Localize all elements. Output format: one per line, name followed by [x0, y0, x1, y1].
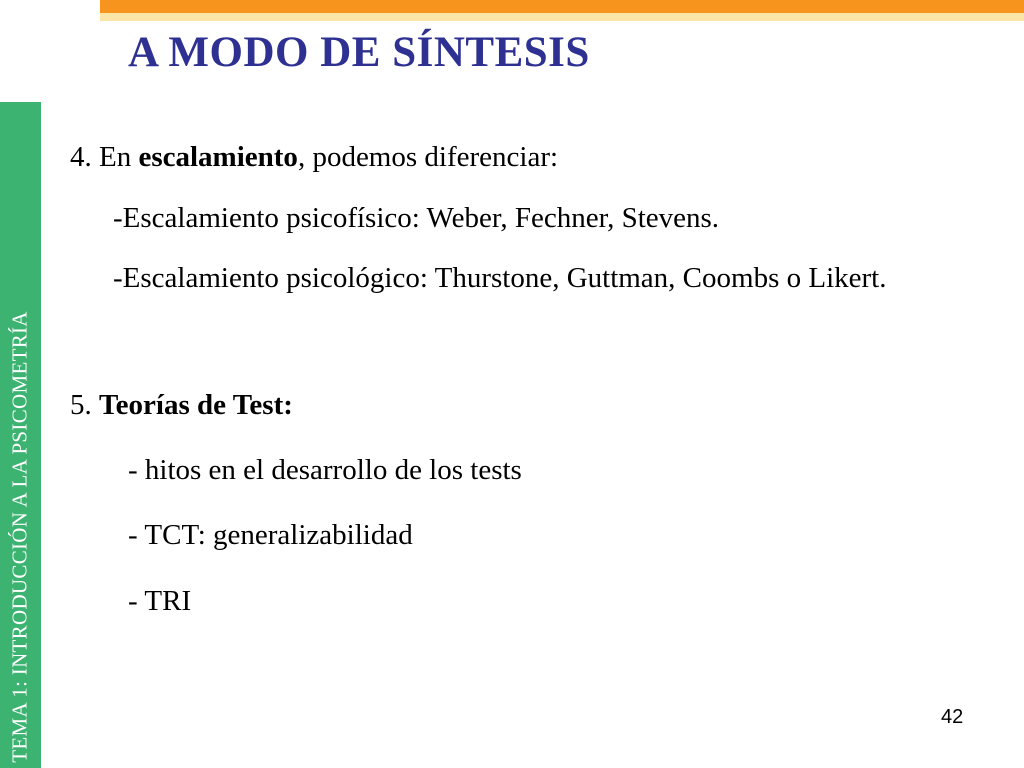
item-5-keyword: Teorías de Test:	[99, 389, 293, 421]
item-5-subitem-hitos: - hitos en el desarrollo de los tests	[128, 454, 522, 486]
side-label: TEMA 1: INTRODUCCIÓN A LA PSICOMETRÍA	[7, 311, 32, 763]
top-accent-bar-light	[100, 13, 1024, 21]
item-4-keyword: escalamiento	[138, 141, 298, 173]
item-5-number: 5.	[70, 389, 99, 421]
page-number: 42	[941, 706, 964, 728]
item-4-subitem-psicologico: -Escalamiento psicológico: Thurstone, Guttman, Coombs o Likert.	[113, 262, 887, 294]
item-4-rest: , podemos diferenciar:	[297, 141, 559, 173]
top-accent-bar	[100, 0, 1024, 13]
side-bar	[0, 102, 41, 768]
item-5-heading	[70, 388, 293, 423]
slide-title: A MODO DE SÍNTESIS	[128, 29, 590, 76]
item-4-subitem-psicofisico: -Escalamiento psicofísico: Weber, Fechner, Stevens.	[113, 202, 720, 234]
item-4-heading	[70, 140, 558, 175]
item-5-subitem-tct: - TCT: generalizabilidad	[128, 519, 413, 551]
item-4-number: 4. En	[70, 141, 139, 173]
item-5-subitem-tri: - TRI	[128, 585, 192, 617]
